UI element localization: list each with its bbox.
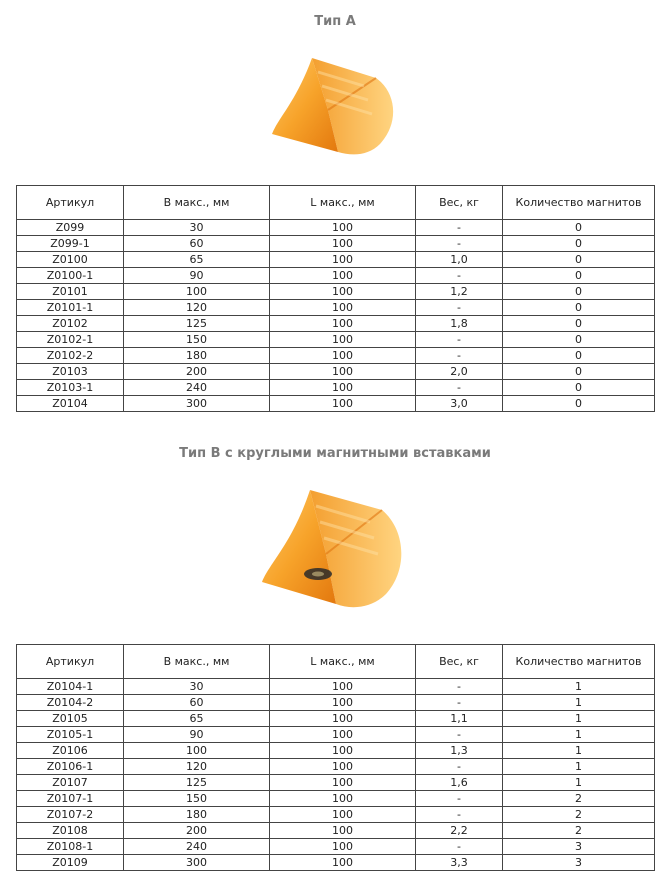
article-cell: Z0105-1 — [17, 727, 124, 743]
article-cell: Z0107 — [17, 775, 124, 791]
table-row — [17, 839, 655, 855]
article-cell: Z0100-1 — [17, 268, 124, 284]
l-max-cell: 100 — [270, 396, 416, 412]
table-row — [17, 791, 655, 807]
b-max-cell: 150 — [124, 791, 270, 807]
l-max-cell: 100 — [270, 743, 416, 759]
table-row — [17, 396, 655, 412]
table-header-row — [17, 186, 655, 220]
l-max-cell: 100 — [270, 348, 416, 364]
magnets-cell: 3 — [503, 839, 655, 855]
table-row — [17, 220, 655, 236]
article-cell: Z0109 — [17, 855, 124, 871]
table-row — [17, 727, 655, 743]
l-max-cell: 100 — [270, 759, 416, 775]
article-cell: Z0104-1 — [17, 679, 124, 695]
table-header-row — [17, 645, 655, 679]
magnets-cell: 1 — [503, 727, 655, 743]
weight-cell: - — [416, 380, 503, 396]
weight-cell: - — [416, 348, 503, 364]
table-row — [17, 236, 655, 252]
magnets-cell: 1 — [503, 743, 655, 759]
article-cell: Z0106 — [17, 743, 124, 759]
l-max-cell: 100 — [270, 220, 416, 236]
b-max-cell: 90 — [124, 268, 270, 284]
l-max-cell: 100 — [270, 711, 416, 727]
l-max-cell: 100 — [270, 791, 416, 807]
table-row — [17, 711, 655, 727]
type-b-spec-table — [16, 644, 655, 871]
l-max-cell: 100 — [270, 332, 416, 348]
weight-cell: - — [416, 268, 503, 284]
magnets-cell: 1 — [503, 775, 655, 791]
article-cell: Z0103 — [17, 364, 124, 380]
weight-cell: - — [416, 791, 503, 807]
b-max-cell: 300 — [124, 396, 270, 412]
table-row — [17, 364, 655, 380]
article-cell: Z099-1 — [17, 236, 124, 252]
b-max-cell: 65 — [124, 252, 270, 268]
l-max-cell: 100 — [270, 823, 416, 839]
weight-cell: - — [416, 332, 503, 348]
l-max-cell: 100 — [270, 679, 416, 695]
b-max-cell: 180 — [124, 348, 270, 364]
l-max-cell: 100 — [270, 807, 416, 823]
weight-cell: - — [416, 695, 503, 711]
magnets-cell: 0 — [503, 300, 655, 316]
b-max-cell: 200 — [124, 364, 270, 380]
b-max-cell: 30 — [124, 679, 270, 695]
article-cell: Z0108-1 — [17, 839, 124, 855]
article-cell: Z0108 — [17, 823, 124, 839]
magnets-cell: 0 — [503, 396, 655, 412]
l-max-cell: 100 — [270, 268, 416, 284]
weight-cell: 1,1 — [416, 711, 503, 727]
table-row — [17, 823, 655, 839]
l-max-cell: 100 — [270, 236, 416, 252]
magnets-cell: 1 — [503, 679, 655, 695]
b-max-cell: 65 — [124, 711, 270, 727]
column-header-weight: Вес, кг — [416, 645, 503, 679]
weight-cell: 1,8 — [416, 316, 503, 332]
b-max-cell: 180 — [124, 807, 270, 823]
b-max-cell: 60 — [124, 236, 270, 252]
magnets-cell: 0 — [503, 252, 655, 268]
type-a-table-body — [17, 220, 655, 412]
b-max-cell: 60 — [124, 695, 270, 711]
l-max-cell: 100 — [270, 284, 416, 300]
table-row — [17, 380, 655, 396]
article-cell: Z0102 — [17, 316, 124, 332]
article-cell: Z0100 — [17, 252, 124, 268]
b-max-cell: 200 — [124, 823, 270, 839]
l-max-cell: 100 — [270, 839, 416, 855]
l-max-cell: 100 — [270, 727, 416, 743]
weight-cell: 2,2 — [416, 823, 503, 839]
magnets-cell: 0 — [503, 236, 655, 252]
table-row — [17, 316, 655, 332]
weight-cell: - — [416, 807, 503, 823]
column-header-article: Артикул — [17, 186, 124, 220]
weight-cell: 1,3 — [416, 743, 503, 759]
table-row — [17, 268, 655, 284]
table-row — [17, 807, 655, 823]
weight-cell: 1,0 — [416, 252, 503, 268]
l-max-cell: 100 — [270, 775, 416, 791]
magnets-cell: 0 — [503, 220, 655, 236]
table-row — [17, 300, 655, 316]
column-header-b-max: B макс., мм — [124, 186, 270, 220]
magnets-cell: 0 — [503, 316, 655, 332]
article-cell: Z0102-1 — [17, 332, 124, 348]
corner-protector-type-a-image — [268, 52, 402, 160]
l-max-cell: 100 — [270, 364, 416, 380]
table-row — [17, 252, 655, 268]
b-max-cell: 300 — [124, 855, 270, 871]
l-max-cell: 100 — [270, 380, 416, 396]
table-row — [17, 743, 655, 759]
b-max-cell: 240 — [124, 839, 270, 855]
magnets-cell: 1 — [503, 695, 655, 711]
weight-cell: 3,3 — [416, 855, 503, 871]
weight-cell: - — [416, 679, 503, 695]
type-b-table-body — [17, 679, 655, 871]
section-b-title: Тип В с круглыми магнитными вставками — [179, 446, 491, 461]
column-header-magnets: Количество магнитов — [503, 186, 655, 220]
l-max-cell: 100 — [270, 695, 416, 711]
magnets-cell: 0 — [503, 284, 655, 300]
article-cell: Z0101 — [17, 284, 124, 300]
weight-cell: - — [416, 759, 503, 775]
magnets-cell: 2 — [503, 823, 655, 839]
article-cell: Z0101-1 — [17, 300, 124, 316]
b-max-cell: 240 — [124, 380, 270, 396]
column-header-l-max: L макс., мм — [270, 186, 416, 220]
b-max-cell: 100 — [124, 743, 270, 759]
table-row — [17, 775, 655, 791]
magnets-cell: 1 — [503, 711, 655, 727]
article-cell: Z0104-2 — [17, 695, 124, 711]
weight-cell: 1,6 — [416, 775, 503, 791]
type-a-spec-table — [16, 185, 655, 412]
article-cell: Z0105 — [17, 711, 124, 727]
table-row — [17, 855, 655, 871]
table-row — [17, 679, 655, 695]
weight-cell: 2,0 — [416, 364, 503, 380]
l-max-cell: 100 — [270, 316, 416, 332]
column-header-weight: Вес, кг — [416, 186, 503, 220]
table-row — [17, 332, 655, 348]
article-cell: Z099 — [17, 220, 124, 236]
magnets-cell: 1 — [503, 759, 655, 775]
table-row — [17, 284, 655, 300]
article-cell: Z0107-1 — [17, 791, 124, 807]
b-max-cell: 120 — [124, 300, 270, 316]
weight-cell: - — [416, 236, 503, 252]
magnets-cell: 2 — [503, 807, 655, 823]
magnets-cell: 2 — [503, 791, 655, 807]
l-max-cell: 100 — [270, 300, 416, 316]
weight-cell: 3,0 — [416, 396, 503, 412]
b-max-cell: 30 — [124, 220, 270, 236]
section-a-title: Тип А — [314, 14, 356, 29]
column-header-magnets: Количество магнитов — [503, 645, 655, 679]
b-max-cell: 90 — [124, 727, 270, 743]
b-max-cell: 120 — [124, 759, 270, 775]
weight-cell: - — [416, 839, 503, 855]
b-max-cell: 125 — [124, 316, 270, 332]
table-row — [17, 695, 655, 711]
article-cell: Z0106-1 — [17, 759, 124, 775]
column-header-l-max: L макс., мм — [270, 645, 416, 679]
article-cell: Z0103-1 — [17, 380, 124, 396]
article-cell: Z0102-2 — [17, 348, 124, 364]
magnets-cell: 0 — [503, 364, 655, 380]
weight-cell: - — [416, 220, 503, 236]
table-row — [17, 759, 655, 775]
article-cell: Z0104 — [17, 396, 124, 412]
magnets-cell: 0 — [503, 348, 655, 364]
b-max-cell: 125 — [124, 775, 270, 791]
magnets-cell: 3 — [503, 855, 655, 871]
b-max-cell: 100 — [124, 284, 270, 300]
corner-protector-type-b-image — [258, 486, 412, 614]
column-header-article: Артикул — [17, 645, 124, 679]
magnets-cell: 0 — [503, 380, 655, 396]
article-cell: Z0107-2 — [17, 807, 124, 823]
magnets-cell: 0 — [503, 332, 655, 348]
l-max-cell: 100 — [270, 855, 416, 871]
column-header-b-max: B макс., мм — [124, 645, 270, 679]
table-row — [17, 348, 655, 364]
l-max-cell: 100 — [270, 252, 416, 268]
weight-cell: - — [416, 727, 503, 743]
magnets-cell: 0 — [503, 268, 655, 284]
weight-cell: - — [416, 300, 503, 316]
weight-cell: 1,2 — [416, 284, 503, 300]
b-max-cell: 150 — [124, 332, 270, 348]
